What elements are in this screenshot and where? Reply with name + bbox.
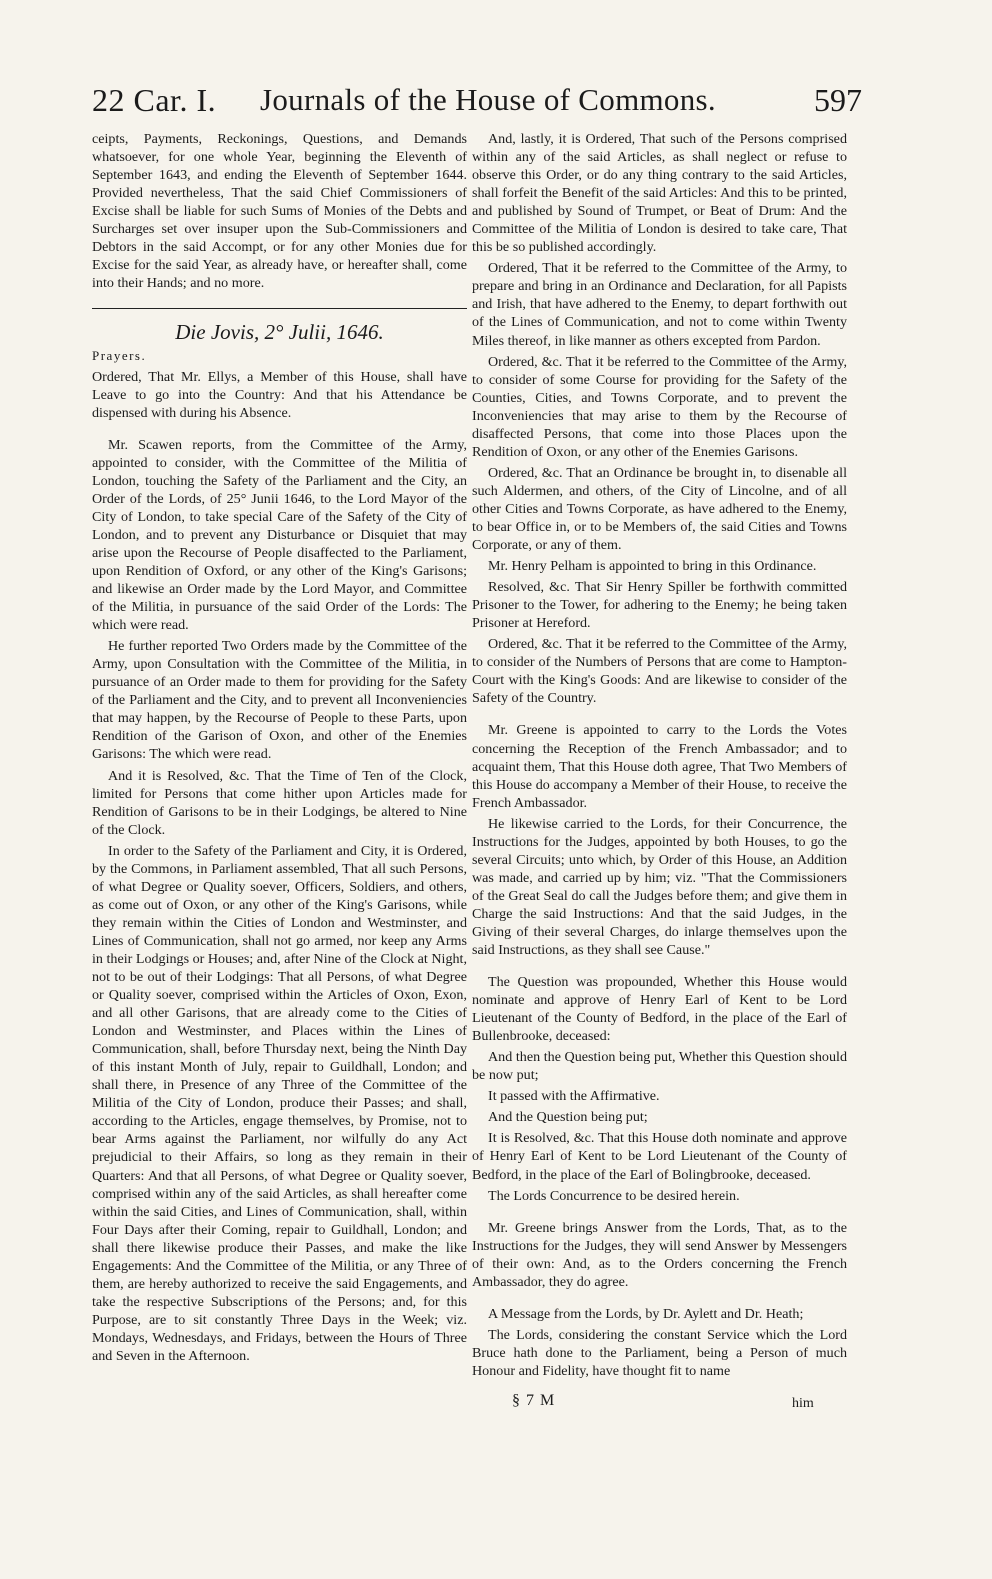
paragraph: Ordered, That Mr. Ellys, a Member of this House, shall have Leave to go into the Country: And that his Attendance be dispensed with during his Absence. xyxy=(92,368,467,421)
paragraph: It is Resolved, &c. That this House doth nominate and approve of Henry Earl of Kent to be Lord Lieutenant of the County of Bedford, in the place of the Earl of Bolingbrooke, deceased. xyxy=(472,1130,847,1183)
paragraph: The Lords Concurrence to be desired herein. xyxy=(488,1187,740,1204)
paragraph: He further reported Two Orders made by the Committee of the Army, upon Consultation with the Committee of the Militia, in pursuance of an Order made to them for providing for the Safety of the Parliament and the City, and to prevent all Inconveniencies that may happen, by the Recourse of People to these Parts, upon Rendition of the Garison of Oxon, and other of the Enemies Garisons: The which were read. xyxy=(92,638,467,763)
paragraph: And it is Resolved, &c. That the Time of Ten of the Clock, limited for Persons that come hither upon Articles made for Rendition of Garisons to be in their Lodgings, be altered to Nine of the Clock. xyxy=(92,767,467,838)
paragraph: Resolved, &c. That Sir Henry Spiller be forthwith committed Prisoner to the Tower, for adhering to the Enemy; he being taken Prisoner at Hereford. xyxy=(472,579,847,632)
paragraph: In order to the Safety of the Parliament and City, it is Ordered, by the Commons, in Parliament assembled, That all such Persons, of what Degree or Quality soever, Officers, Soldiers, and others, as come out of Oxon, or any other of the King's Garisons, while they remain within the Cities of London and Westminster, and Lines of Communication, shall not go armed, nor keep any Arms in their Lodgings or Houses; and, after Nine of the Clock at Night, not to be out of their Lodgings: That all Persons, of what Degree or Quality soever, comprised within the Articles of Oxon, Exon, and all other Garisons, that are already come to the Cities of London and Westminster, and Places within the Lines of Communication, shall, before Thursday next, being the Ninth Day of this instant Month of July, repair to Guildhall, London; and shall there, in Presence of any Three of the Committee of the Militia of the City of London, produce their Passes; and shall, according to the Articles, engage themselves, by Promise, not to bear Arms against the Parliament, nor wilfully do any Act prejudicial to their Affairs, so long as they remain in their Quarters: And that all Persons, of what Degree or Quality soever, comprised within any of the said Articles, as shall hereafter come within the said Cities, and Lines of Communication, shall, within Four Days after their Coming, repair to Guildhall, London; and shall there likewise produce their Passes, and make the like Engagements: And the Committee of the Militia, or any Three of them, are hereby authorized to receive the said Engagements, and take the respective Subscriptions of the Persons; and, for this Purpose, are to sit constantly Three Days in the Week; viz. Mondays, Wednesdays, and Fridays, between the Hours of Three and Seven in the Afternoon. xyxy=(92,842,467,1364)
running-head-regnal-year: 22 Car. I. xyxy=(92,82,217,118)
paragraph: The Lords, considering the constant Service which the Lord Bruce hath done to the Parliament, being a Person of much Honour and Fidelity, have thought fit to name xyxy=(472,1326,847,1379)
page-header xyxy=(92,82,862,126)
paragraph: Ordered, That it be referred to the Committee of the Army, to prepare and bring in an Ordinance and Declaration, for all Papists and Irish, that have adhered to the Enemy, to depart forthwith out of the Lines of Communication, and not to come within Twenty Miles thereof, in like manner as others excepted from Pardon. xyxy=(472,260,847,349)
paragraph: Ordered, &c. That an Ordinance be brought in, to disenable all such Aldermen, and others, of the City of Lincolne, and of all other Cities and Towns Corporate, as have adhered to the Enemy, to bear Office in, or to be Members of, the said Cities and Towns Corporate, or any of them. xyxy=(472,464,847,554)
catchword: him xyxy=(792,1396,814,1411)
paragraph: It passed with the Affirmative. xyxy=(488,1088,660,1105)
left-column xyxy=(92,130,467,1368)
running-head-title: Journals of the House of Commons. xyxy=(260,82,716,117)
date-heading: Die Jovis, 2° Julii, 1646. xyxy=(175,320,384,345)
right-column xyxy=(472,130,847,1383)
paragraph: And then the Question being put, Whether this Question should be now put; xyxy=(472,1049,847,1084)
paragraph: ceipts, Payments, Reckonings, Questions, and Demands whatsoever, for one whole Year, beginning the Eleventh of September 1643, and ending the Eleventh of September 1644. Provided nevertheless, That the said Chief Commissioners of Excise shall be liable for such Sums of Monies of the Debts and Surcharges set over insuper upon the Sub-Commissioners and Debtors in the said Accompt, or for any other Monies due for Excise for the said Year, as already have, or hereafter shall, come into their Hands; and no more. xyxy=(92,131,467,292)
paragraph: And the Question being put; xyxy=(488,1109,648,1126)
paragraph: Mr. Greene is appointed to carry to the Lords the Votes concerning the Reception of the French Ambassador; and to acquaint them, That this House doth agree, That Two Members of this House do accompany a Member of their House, to receive the French Ambassador. xyxy=(472,722,847,811)
paragraph: Mr. Henry Pelham is appointed to bring in this Ordinance. xyxy=(488,558,817,575)
prayers-heading: Prayers. xyxy=(92,348,147,364)
page-number: 597 xyxy=(814,82,862,118)
paragraph: A Message from the Lords, by Dr. Aylett and Dr. Heath; xyxy=(488,1305,804,1322)
signature-mark: § 7 M xyxy=(512,1392,556,1409)
paragraph: He likewise carried to the Lords, for their Concurrence, the Instructions for the Judges, appointed by both Houses, to go the several Circuits; unto which, by Order of this House, an Addition was made, and carried up by him; viz. "That the Commissioners of the Great Seal do call the Judges before them; and give them in Charge the said Instructions: And that the said Judges, in the Giving of their several Charges, do inlarge themselves upon the said Instructions, as they shall see Cause." xyxy=(472,815,847,959)
paragraph: Ordered, &c. That it be referred to the Committee of the Army, to consider of some Course for providing for the Safety of the Counties, Cities, and Towns Corporate, and to prevent the Inconveniencies that may arise to them by the Recourse of disaffected Persons, that come into those Places upon the Rendition of Oxon, or any other of the Enemies Garisons. xyxy=(472,353,847,460)
paragraph: Mr. Scawen reports, from the Committee of the Army, appointed to consider, with the Committee of the Militia of London, touching the Safety of the Parliament and the City, an Order of the Lords, of 25° Junii 1646, to the Lord Mayor of the City of London, to take special Care of the Safety of the City of London, and to prevent any Disturbance or Disquiet that may arise upon the Recourse of People disaffected to the Parliament, upon Rendition of Oxford, or any other of the King's Garisons; and likewise an Order made by the Lord Mayor, and Committee of the Militia, in pursuance of the said Order of the Lords: The which were read. xyxy=(92,436,467,634)
paragraph: Ordered, &c. That it be referred to the Committee of the Army, to consider of the Numbers of Persons that are come to Hampton-Court with the King's Goods: And are likewise to consider of the Safety of the Country. xyxy=(472,636,847,707)
paragraph: The Question was propounded, Whether this House would nominate and approve of Henry Earl of Kent to be Lord Lieutenant of the County of Bedford, in the place of the Earl of Bullenbrooke, deceased: xyxy=(472,974,847,1045)
section-divider xyxy=(92,308,467,309)
paragraph: Mr. Greene brings Answer from the Lords, That, as to the Instructions for the Judges, they will send Answer by Messengers of their own: And, as to the Orders concerning the French Ambassador, they do agree. xyxy=(472,1219,847,1290)
paragraph: And, lastly, it is Ordered, That such of the Persons comprised within any of the said Articles, as shall neglect or refuse to observe this Order, or do any thing contrary to the said Articles, shall forfeit the Benefit of the said Articles: And this to be printed, and published by Sound of Trumpet, or Beat of Drum: And the Committee of the Militia of London is desired to take care, That this be so published accordingly. xyxy=(472,131,847,256)
